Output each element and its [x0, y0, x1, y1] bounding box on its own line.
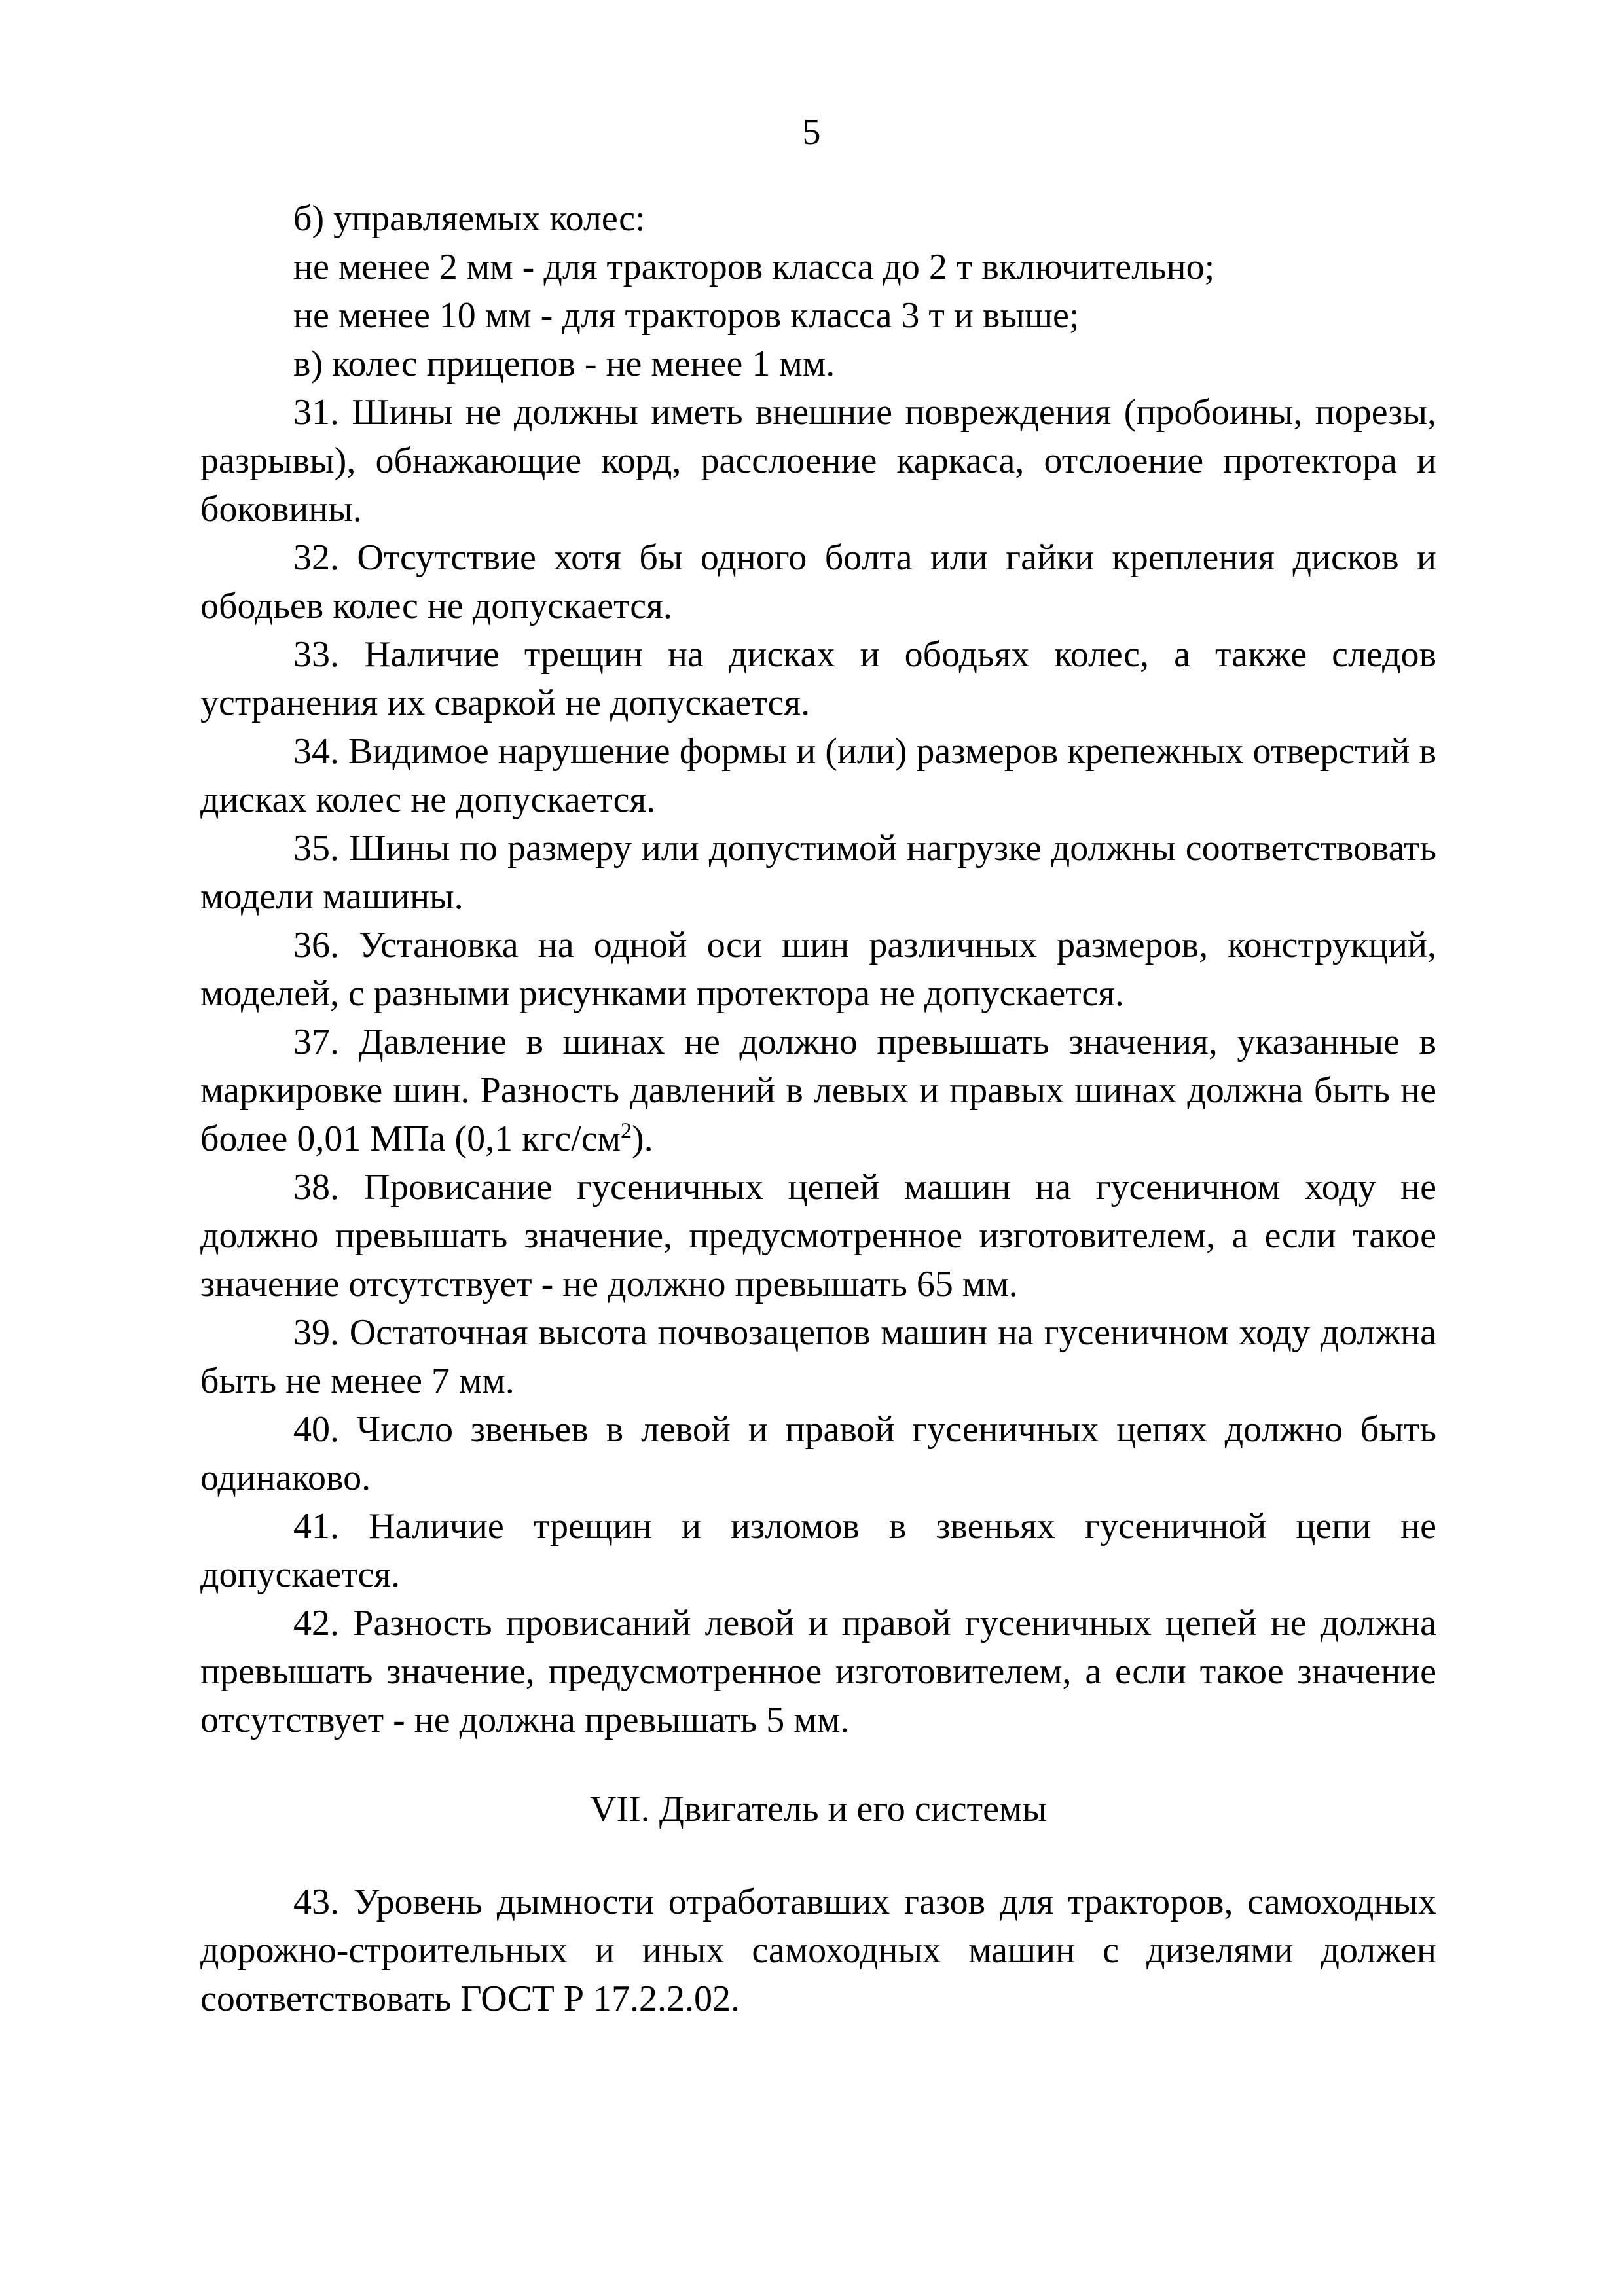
subitem-b-line-2: не менее 10 мм - для тракторов класса 3 т и выше;	[293, 295, 1080, 336]
section-heading: VII. Двигатель и его системы	[589, 1789, 1047, 1829]
paragraph-35: 35. Шины по размеру или допустимой нагрузке должны соответствовать модели машины.	[200, 828, 1436, 917]
paragraph-40: 40. Число звеньев в левой и правой гусеничных цепях должно быть одинаково.	[200, 1409, 1436, 1498]
subitem-v: в) колес прицепов - не менее 1 мм.	[293, 344, 835, 384]
paragraph-43: 43. Уровень дымности отработавших газов для тракторов, самоходных дорожно-строительных и иных самоходных машин с дизелями должен соответствовать ГОСТ Р 17.2.2.02.	[200, 1882, 1436, 2019]
paragraph-38: 38. Провисание гусеничных цепей машин на гусеничном ходу не должно превышать значение, предусмотренное изготовителем, а если такое значение отсутствует - не должно превышать 65 мм.	[200, 1167, 1436, 1304]
subitem-b-header: б) управляемых колес:	[293, 198, 646, 239]
paragraph-36: 36. Установка на одной оси шин различных размеров, конструкций, моделей, с разными рисунками протектора не допускается.	[200, 925, 1436, 1014]
paragraph-31: 31. Шины не должны иметь внешние повреждения (пробоины, порезы, разрывы), обнажающие корд, расслоение каркаса, отслоение протектора и боковины.	[200, 392, 1436, 529]
paragraph-41: 41. Наличие трещин и изломов в звеньях гусеничной цепи не допускается.	[200, 1506, 1436, 1595]
paragraph-42: 42. Разность провисаний левой и правой гусеничных цепей не должна превышать значение, предусмотренное изготовителем, а если такое значение отсутствует - не должна превышать 5 мм.	[200, 1603, 1436, 1740]
paragraph-39: 39. Остаточная высота почвозацепов машин на гусеничном ходу должна быть не менее 7 мм.	[200, 1312, 1436, 1401]
paragraph-37	[200, 1018, 1436, 1163]
paragraph-37-superscript: 2	[621, 1119, 632, 1143]
document-body	[200, 194, 1436, 2023]
paragraph-37-text: 37. Давление в шинах не должно превышать значения, указанные в маркировке шин. Разность давлений в левых и правых шинах должна быть не более 0,01 МПа (0,1 кгс/см	[200, 1022, 1436, 1159]
paragraph-33: 33. Наличие трещин на дисках и ободьях колес, а также следов устранения их сваркой не допускается.	[200, 634, 1436, 723]
paragraph-34: 34. Видимое нарушение формы и (или) размеров крепежных отверстий в дисках колес не допускается.	[200, 731, 1436, 820]
subitem-b-line-1: не менее 2 мм - для тракторов класса до 2 т включительно;	[293, 247, 1215, 287]
paragraph-32: 32. Отсутствие хотя бы одного болта или гайки крепления дисков и ободьев колес не допускается.	[200, 537, 1436, 626]
paragraph-37-end: ).	[632, 1119, 653, 1159]
page-number: 5	[802, 112, 821, 152]
